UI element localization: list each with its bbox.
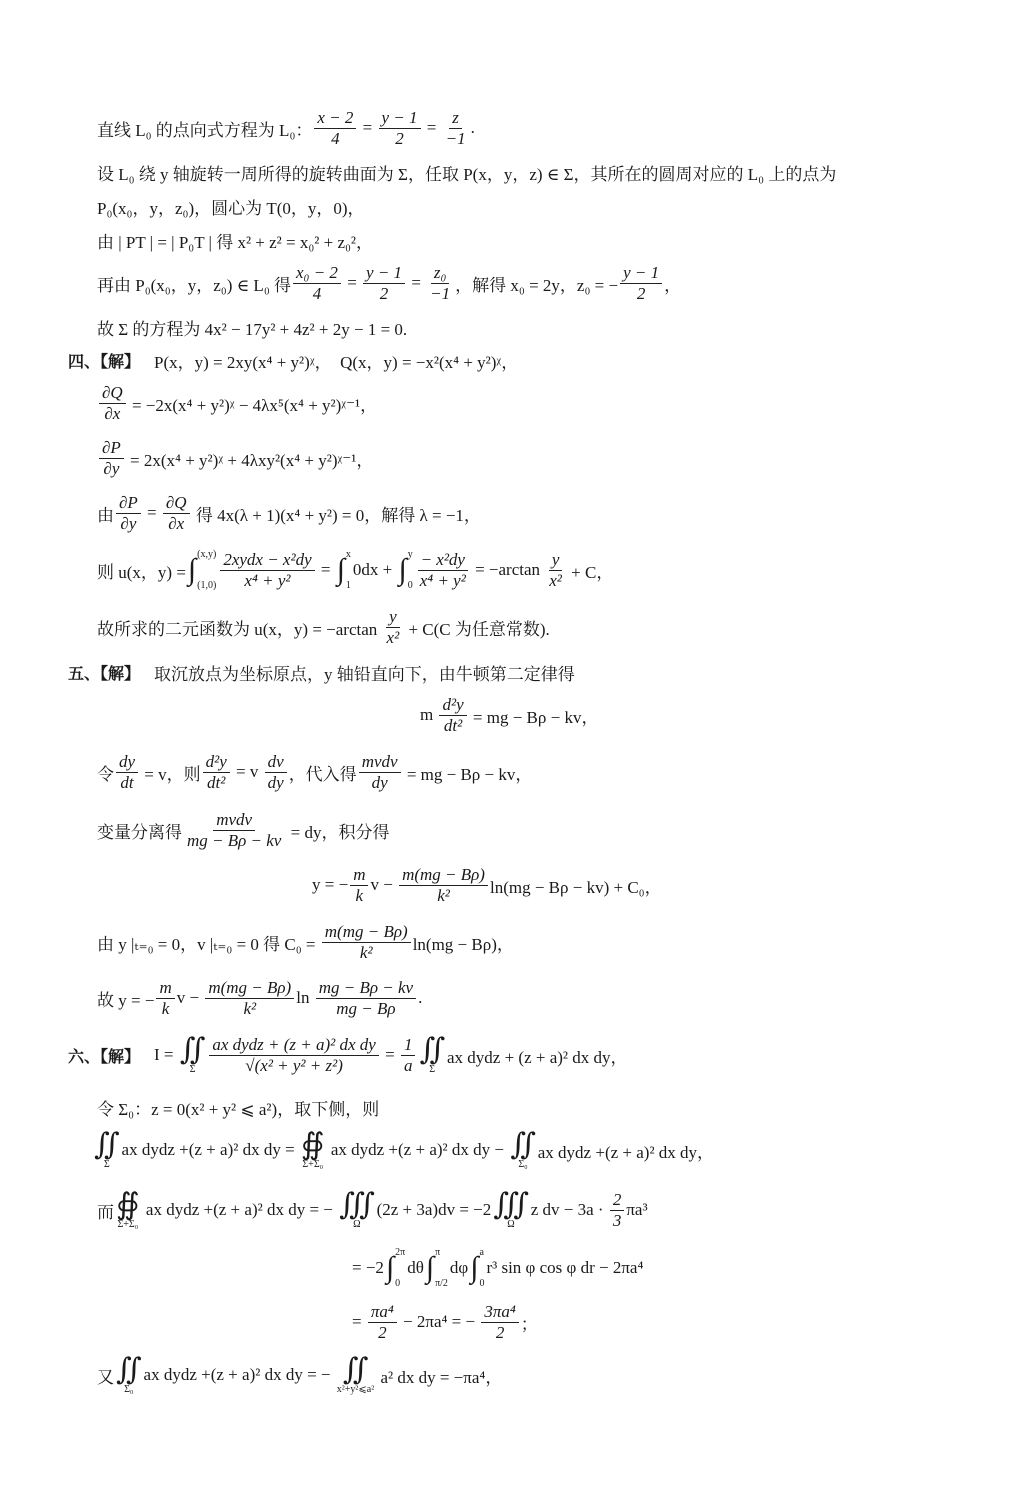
fraction — [322, 922, 411, 963]
numerator: z — [449, 108, 462, 129]
numerator: ax dydz + (z + a)² dx dy — [209, 1035, 379, 1056]
text-segment: ，解得 x₀ = 2y，z₀ = − — [455, 275, 619, 295]
numerator: y − 1 — [363, 263, 405, 284]
integral-sign: ∫ — [385, 1251, 395, 1284]
denominator: mg − Bρ − kv — [187, 830, 282, 850]
fraction — [203, 752, 230, 793]
text-segment: . — [470, 118, 475, 137]
text-segment: 得 4x(λ + 1)(x⁴ + y²) = 0，解得 λ = −1， — [191, 505, 481, 525]
fraction — [116, 493, 141, 534]
integral-domain: Σ+Σ₀ — [117, 1219, 139, 1230]
text-segment: y = − — [312, 875, 349, 894]
upper-limit: x — [345, 549, 351, 560]
integral-domain: Σ₀ — [124, 1384, 134, 1395]
section-heading: 六、【解】 — [68, 1046, 141, 1066]
denominator: 2 — [495, 1322, 505, 1342]
numerator: 1 — [401, 1035, 416, 1056]
upper-limit: (x,y) — [197, 549, 217, 560]
text-segment: 变量分离得 — [97, 822, 182, 842]
text-segment: 由 | PT | = | P₀T | 得 x² + z² = x₀² + z₀²， — [97, 232, 374, 252]
text-segment: 由 y |ₜ₌₀ = 0，v |ₜ₌₀ = 0 得 C₀ = — [97, 934, 320, 954]
text-segment: ln — [296, 988, 314, 1007]
fraction — [350, 865, 368, 906]
integral-sign: ∬ — [179, 1033, 206, 1066]
numerator: y − 1 — [620, 263, 662, 284]
fraction — [363, 263, 405, 304]
text-segment: = — [407, 273, 426, 292]
text-segment: 令 — [97, 764, 114, 784]
upper-limit: π — [435, 1247, 441, 1258]
fraction — [427, 263, 453, 304]
text-segment: I = — [154, 1045, 178, 1064]
text-segment: ax dydz +(z + a)² dx dy − — [326, 1140, 509, 1159]
integral-limits — [479, 1247, 484, 1289]
integral — [386, 1247, 405, 1289]
text-segment: = — [342, 273, 362, 292]
denominator: x² — [549, 570, 562, 590]
text-segment: 0dx + — [352, 560, 397, 579]
denominator: ∂x — [168, 513, 185, 533]
lower-limit: 0 — [479, 1278, 485, 1289]
fraction — [99, 438, 124, 479]
integral — [116, 1355, 142, 1395]
text-segment: = 2x(x⁴ + y²)ᵡ + 4λxy²(x⁴ + y²)ᵡ⁻¹， — [125, 450, 374, 470]
integral-sign: ∯ — [300, 1128, 325, 1161]
text-segment: πa³ — [626, 1200, 648, 1219]
numerator: ∂P — [116, 493, 141, 514]
numerator: y — [549, 550, 563, 571]
numerator: dv — [265, 752, 287, 773]
text-segment: = −2 — [352, 1258, 384, 1277]
denominator: x⁴ + y² — [244, 570, 291, 590]
fraction — [481, 1302, 518, 1343]
text-segment: ax dydz + (z + a)² dx dy， — [446, 1047, 628, 1067]
numerator: dy — [116, 752, 138, 773]
denominator: 4 — [331, 128, 340, 148]
fraction — [220, 550, 314, 591]
numerator: mvdv — [359, 752, 401, 773]
numerator: πa⁴ — [368, 1302, 397, 1323]
integral — [301, 1130, 325, 1170]
text-segment: z dv − 3a · — [530, 1200, 608, 1219]
text-segment: + C， — [566, 562, 614, 582]
denominator: dt² — [443, 715, 463, 735]
fraction — [163, 493, 190, 534]
upper-limit: a — [479, 1247, 484, 1258]
text-segment: 取沉放点为坐标原点，y 轴铅直向下，由牛顿第二定律得 — [154, 664, 575, 684]
text-segment: 再由 P₀(x₀，y，z₀) ∈ L₀ 得 — [97, 275, 291, 295]
text-segment: = — [422, 118, 441, 137]
integral-sign: ∫ — [470, 1251, 479, 1284]
lower-limit: 0 — [395, 1278, 401, 1289]
numerator: d²y — [203, 752, 230, 773]
denominator: x² — [386, 627, 400, 647]
text-segment: 令 Σ₀：z = 0(x² + y² ⩽ a²)，取下侧，则 — [97, 1099, 380, 1119]
numerator: 2xydx − x²dy — [220, 550, 314, 571]
text-segment: = — [352, 1312, 366, 1331]
lower-limit: 1 — [345, 580, 351, 591]
integral-sign: ∫ — [187, 553, 197, 586]
fraction — [205, 978, 294, 1019]
text-segment: = −2x(x⁴ + y²)ᵡ − 4λx⁵(x⁴ + y²)ᵡ⁻¹， — [127, 395, 378, 415]
text-segment: 直线 L₀ 的点向式方程为 L₀： — [97, 120, 313, 140]
integral-domain: Σ+Σ₀ — [302, 1159, 324, 1170]
denominator: k — [161, 998, 170, 1018]
integral-domain: Ω — [507, 1219, 515, 1230]
fraction — [417, 550, 469, 591]
fraction — [401, 1035, 416, 1076]
text-segment: = v，则 — [140, 764, 201, 784]
numerator: y — [386, 607, 400, 628]
fraction — [316, 978, 416, 1019]
text-segment: P(x，y) = 2xy(x⁴ + y²)ᵡ， Q(x，y) = −x²(x⁴ + y²)ᵡ， — [154, 352, 519, 372]
text-segment: dφ — [449, 1258, 469, 1277]
numerator: m(mg − Bρ) — [399, 865, 488, 886]
numerator: m — [350, 865, 368, 886]
text-segment: m — [420, 705, 438, 724]
fraction — [610, 1190, 625, 1231]
fraction — [359, 752, 401, 793]
text-segment: . — [418, 988, 423, 1007]
integral — [493, 1190, 528, 1230]
integral-limits — [197, 549, 216, 591]
integral — [188, 549, 216, 591]
text-segment: = −arctan — [470, 560, 545, 579]
text-segment: = mg − Bρ − kv， — [468, 707, 599, 727]
text-segment: ln(mg − Bρ)， — [412, 934, 514, 954]
text-segment: dθ — [407, 1258, 424, 1277]
text-segment: 而 — [97, 1202, 114, 1222]
text-segment: = v — [231, 762, 263, 781]
integral — [180, 1035, 206, 1075]
text-segment: r³ sin φ cos φ dr − 2πa⁴ — [486, 1258, 644, 1277]
integral — [419, 1035, 445, 1075]
denominator: 2 — [378, 1322, 387, 1342]
text-segment: 则 u(x，y) = — [97, 562, 186, 582]
integral-sign: ∫ — [398, 553, 407, 586]
denominator: mg − Bρ — [336, 998, 396, 1018]
denominator: k² — [359, 942, 373, 962]
numerator: d²y — [439, 695, 466, 716]
numerator: m(mg − Bρ) — [322, 922, 411, 943]
text-segment: (2z + 3a)dv = −2 — [376, 1200, 492, 1219]
integral-domain: Σ — [103, 1159, 110, 1170]
denominator: −1 — [430, 283, 451, 303]
integral — [337, 549, 351, 591]
denominator: dy — [267, 772, 284, 792]
integral-domain: x²+y²⩽a² — [336, 1384, 375, 1395]
denominator: −1 — [445, 128, 466, 148]
integral-sign: ∬ — [116, 1353, 142, 1386]
text-segment: = dy，积分得 — [286, 822, 390, 842]
denominator: dy — [371, 772, 388, 792]
section-heading: 四、【解】 — [68, 351, 141, 371]
numerator: ∂Q — [99, 383, 126, 404]
integral — [94, 1130, 120, 1170]
numerator: z₀ — [431, 263, 450, 284]
denominator: ∂x — [104, 403, 121, 423]
text-segment: ， — [664, 275, 682, 295]
denominator: a — [403, 1055, 413, 1075]
text-segment: ax dydz +(z + a)² dx dy = — [121, 1140, 299, 1159]
text-segment: a² dx dy = −πa⁴， — [376, 1367, 503, 1387]
fraction — [184, 810, 284, 851]
fraction — [384, 607, 403, 648]
integral-limits — [408, 549, 413, 591]
fraction — [314, 108, 356, 149]
integral-domain: Σ — [189, 1064, 196, 1075]
fraction — [265, 752, 287, 793]
fraction — [379, 108, 421, 149]
integral-sign: ∯ — [116, 1188, 140, 1221]
denominator: k — [355, 885, 364, 905]
denominator: 2 — [636, 283, 646, 303]
fraction — [293, 263, 341, 304]
text-segment: + C(C 为任意常数). — [404, 619, 550, 639]
integral — [339, 1190, 374, 1230]
denominator: k² — [243, 998, 257, 1018]
fraction — [99, 383, 126, 424]
denominator: x⁴ + y² — [419, 570, 466, 590]
integral — [426, 1247, 448, 1289]
numerator: − x²dy — [418, 550, 468, 571]
integral-domain: Σ₀ — [518, 1159, 528, 1170]
denominator: 4 — [312, 283, 322, 303]
numerator: x₀ − 2 — [293, 263, 341, 284]
lower-limit: 0 — [407, 580, 413, 591]
text-segment: = — [142, 503, 161, 522]
text-segment: ax dydz +(z + a)² dx dy = − — [141, 1200, 338, 1219]
text-segment: ax dydz +(z + a)² dx dy， — [537, 1142, 715, 1162]
denominator: 2 — [395, 128, 404, 148]
integral-limits — [395, 1247, 405, 1289]
integral-limits — [435, 1247, 448, 1289]
integral — [116, 1190, 140, 1230]
fraction — [116, 752, 138, 793]
integral-sign: ∭ — [339, 1188, 375, 1221]
text-segment: P₀(x₀，y，z₀)，圆心为 T(0，y，0)， — [97, 198, 365, 218]
integral-sign: ∬ — [419, 1033, 445, 1066]
text-segment: 设 L₀ 绕 y 轴旋转一周所得的旋转曲面为 Σ，任取 P(x，y，z) ∈ Σ，其所在的圆周对应的 L₀ 上的点为 — [97, 164, 837, 184]
fraction — [399, 865, 488, 906]
integral-domain: Σ — [429, 1064, 436, 1075]
text-segment: 故 y = − — [97, 990, 155, 1010]
integral — [337, 1355, 374, 1395]
text-segment: 故 Σ 的方程为 4x² − 17y² + 4z² + 2y − 1 = 0. — [97, 319, 408, 339]
text-segment: − 2πa⁴ = − — [398, 1312, 480, 1331]
integral — [470, 1247, 484, 1289]
denominator: 3 — [612, 1210, 622, 1230]
text-segment: = — [358, 118, 377, 137]
fraction — [209, 1035, 379, 1076]
text-segment: ln(mg − Bρ − kv) + C₀， — [489, 877, 662, 897]
text-segment: 又 — [97, 1367, 114, 1387]
integral-sign: ∭ — [493, 1188, 529, 1221]
numerator: x − 2 — [314, 108, 356, 129]
integral — [510, 1130, 536, 1170]
text-segment: v − — [176, 988, 204, 1007]
numerator: ∂Q — [163, 493, 190, 514]
text-segment: 故所求的二元函数为 u(x，y) = −arctan — [97, 619, 382, 639]
numerator: ∂P — [99, 438, 124, 459]
upper-limit: 2π — [395, 1247, 406, 1258]
denominator: dt — [120, 772, 134, 792]
integral-domain: Ω — [353, 1219, 361, 1230]
denominator: k² — [437, 885, 450, 905]
numerator: 2 — [610, 1190, 625, 1211]
fraction — [368, 1302, 397, 1343]
lower-limit: (1,0) — [197, 580, 217, 591]
integral-sign: ∫ — [425, 1251, 435, 1284]
denominator: 2 — [379, 283, 389, 303]
upper-limit: y — [407, 549, 413, 560]
denominator: dt² — [207, 772, 226, 792]
denominator: ∂y — [120, 513, 137, 533]
numerator: 3πa⁴ — [481, 1302, 518, 1323]
lower-limit: π/2 — [435, 1278, 448, 1289]
numerator: mvdv — [213, 810, 255, 831]
integral-sign: ∬ — [510, 1128, 536, 1161]
text-segment: = — [380, 1045, 399, 1064]
numerator: m(mg − Bρ) — [205, 978, 294, 999]
text-segment: ，代入得 — [288, 764, 357, 784]
text-segment: 由 — [97, 505, 114, 525]
fraction — [546, 550, 565, 591]
fraction — [439, 695, 466, 736]
fraction — [443, 108, 469, 149]
integral-sign: ∬ — [94, 1128, 120, 1161]
denominator: √(x² + y² + z²) — [245, 1055, 343, 1075]
text-segment: ax dydz +(z + a)² dx dy = − — [143, 1365, 335, 1384]
fraction — [156, 978, 174, 1019]
integral-sign: ∬ — [342, 1353, 369, 1386]
section-heading: 五、【解】 — [68, 663, 141, 683]
numerator: y − 1 — [379, 108, 421, 129]
text-segment: = — [316, 560, 335, 579]
integral — [399, 549, 413, 591]
numerator: m — [156, 978, 174, 999]
integral-limits — [346, 549, 351, 591]
text-segment: = mg − Bρ − kv， — [402, 764, 533, 784]
integral-sign: ∫ — [336, 553, 345, 586]
text-segment: v − — [370, 875, 398, 894]
numerator: mg − Bρ − kv — [316, 978, 416, 999]
fraction — [620, 263, 662, 304]
denominator: ∂y — [103, 458, 120, 478]
text-segment: ； — [520, 1314, 538, 1334]
